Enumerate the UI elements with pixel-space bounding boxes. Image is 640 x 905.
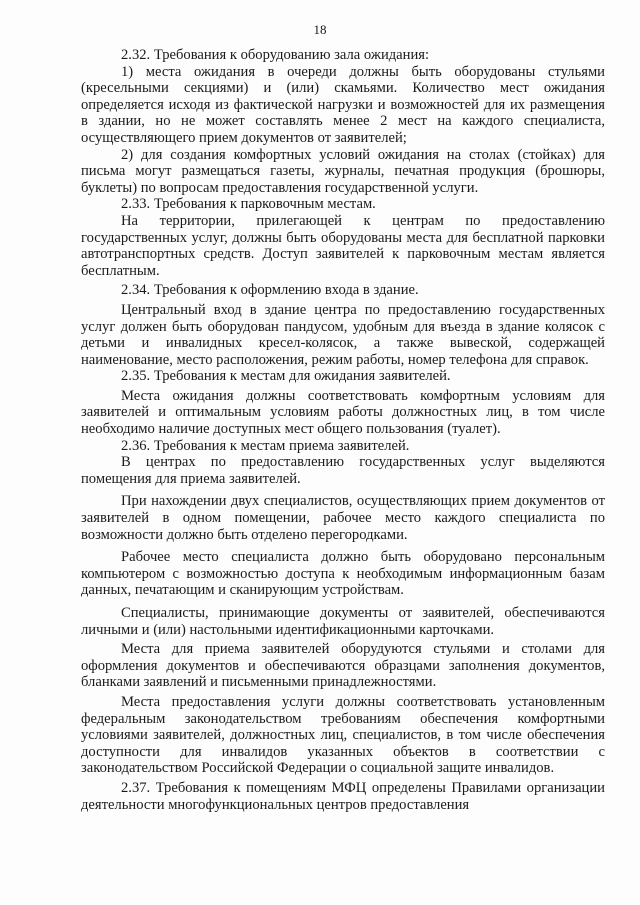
section-2-33-text: На территории, прилегающей к центрам по предоставлению государственных услуг, должны быть оборудованы места для бесплатной парковки автотранспортных средств. Доступ заявителей к парковочным местам является бесплатным.: [81, 212, 605, 279]
section-2-33-heading: 2.33. Требования к парковочным местам.: [121, 196, 376, 213]
section-2-34-heading: 2.34. Требования к оформлению входа в здание.: [121, 282, 419, 299]
section-2-36-text-1: В центрах по предоставлению государственных услуг выделяются помещения для приема заявителей.: [81, 454, 605, 487]
section-2-34-text: Центральный вход в здание центра по предоставлению государственных услуг должен быть оборудован пандусом, удобным для въезда в здание колясок с детьми и инвалидных кресел-колясок, а также вывеской, содержащей наименование, место расположения, режим работы, номер телефона для справок.: [81, 301, 605, 368]
section-2-36-text-5: Места для приема заявителей оборудуются стульями и столами для оформления документов и обеспечиваются образцами заполнения документов, бланками заявлений и письменными принадлежностями.: [81, 641, 605, 691]
section-2-36-text-3: Рабочее место специалиста должно быть оборудовано персональным компьютером с возможностью доступа к необходимым информационным базам данных, печатающим и сканирующим устройствам.: [81, 549, 605, 599]
document-body: [81, 47, 605, 813]
section-2-32-item-1: 1) места ожидания в очереди должны быть оборудованы стульями (кресельными секциями) и (или) скамьями. Количество мест ожидания определяется исходя из фактической нагрузки и возможностей для их размещения в здании, но не может составлять менее 2 мест на каждого специалиста, осуществляющего прием документов от заявителей;: [81, 63, 605, 146]
section-2-32-item-2: 2) для создания комфортных условий ожидания на столах (стойках) для письма могут размещаться газеты, журналы, печатная продукция (брошюры, буклеты) по вопросам предоставления государственной услуги.: [81, 146, 605, 196]
section-2-35-heading: 2.35. Требования к местам для ожидания заявителей.: [121, 368, 451, 385]
section-2-36-text-4: Специалисты, принимающие документы от заявителей, обеспечиваются личными и (или) настольными идентификационными карточками.: [81, 605, 605, 638]
section-2-36-text-2: При нахождении двух специалистов, осуществляющих прием документов от заявителей в одном помещении, рабочее место каждого специалиста по возможности должно быть отделено перегородками.: [81, 493, 605, 543]
section-2-32-heading: 2.32. Требования к оборудованию зала ожидания:: [121, 47, 430, 63]
section-2-36-heading: 2.36. Требования к местам приема заявителей.: [121, 437, 410, 454]
page-number: 18: [313, 22, 327, 37]
section-2-35-text: Места ожидания должны соответствовать комфортным условиям для заявителей и оптимальным условиям работы должностных лиц, в том числе необходимо наличие доступных мест общего пользования (туалет).: [81, 387, 605, 438]
section-2-37-text: 2.37. Требования к помещениям МФЦ определены Правилами организации деятельности многофункциональных центров предоставления: [81, 779, 605, 813]
section-2-36-text-6: Места предоставления услуги должны соответствовать установленным федеральным законодательством требованиям обеспечения комфортными условиями заявителей, должностных лиц, специалистов, в том числе обеспечения доступности для инвалидов указанных объектов в соответствии с законодательством Российской Федерации о социальной защите инвалидов.: [81, 693, 605, 777]
